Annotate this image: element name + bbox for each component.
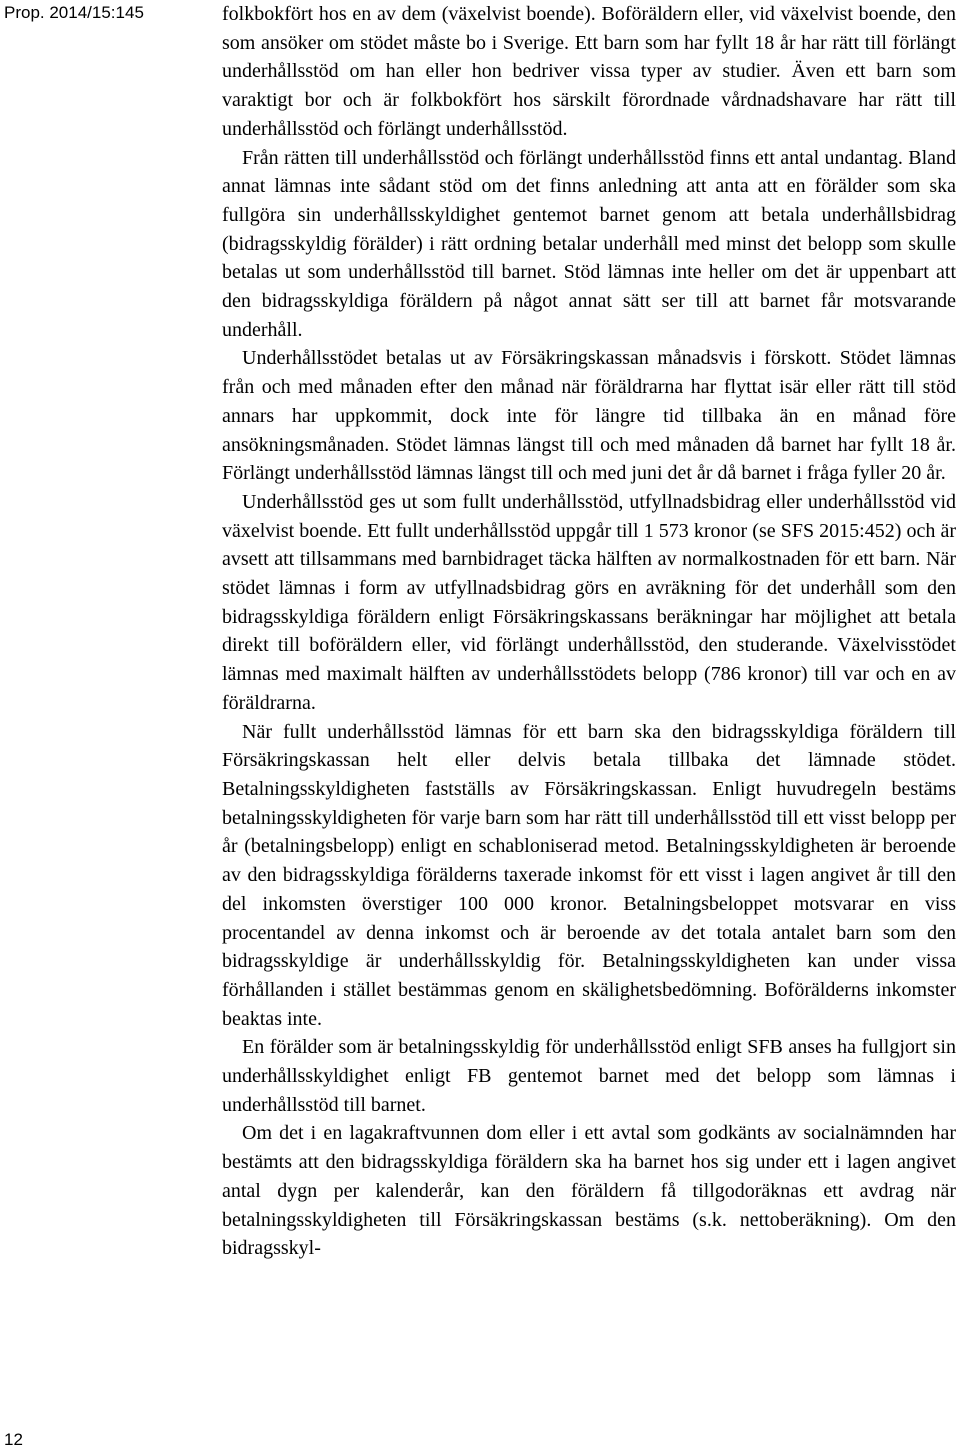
paragraph-7: Om det i en lagakraftvunnen dom eller i ett avtal som godkänts av socialnämnden har bestämts att den bidragsskyldiga föräldern ska ha barnet hos sig under ett i lagen angivet antal dygn per kalenderår, kan den föräldern få tillgodoräknas ett avdrag när betalningsskyldigheten till Försäkringskassan bestäms (s.k. nettoberäkning). Om den bidragsskyl-: [222, 1122, 956, 1260]
paragraph-5: När fullt underhållsstöd lämnas för ett barn ska den bidragsskyldiga föräldern till Försäkringskassan helt eller delvis betala tillbaka det lämnade stödet. Betalningsskyldigheten fastställs av Försäkringskassan. Enligt huvudregeln bestäms betalningsskyldigheten för varje barn som har rätt till underhållsstöd till ett visst belopp per år (betalningsbelopp) enligt en schabloniserad metod. Betalningsskyldigheten är beroende av den bidragsskyldiga förälderns taxerade inkomst för ett visst i lagen angivet år till den del inkomsten överstiger 100 000 kronor. Betalningsbeloppet motsvarar en viss procentandel av denna inkomst och är beroende av det totala antalet barn som den bidragsskyldige är underhållsskyldig för. Betalningsskyldigheten kan under vissa förhållanden i stället bestämmas genom en skälighetsbedömning. Boförälderns inkomster beaktas inte.: [222, 720, 956, 1030]
paragraph-1: folkbokfört hos en av dem (växelvist boende). Boföräldern eller, vid växelvist boende, den som ansöker om stödet måste bo i Sverige. Ett barn som har fyllt 18 år har rätt till förlängt underhållsstöd om han eller hon bedriver vissa typer av studier. Även ett barn som varaktigt bor och är folkbokfört hos särskilt förordnade vårdnadshavare har rätt till underhållsstöd och förlängt underhållsstöd.: [222, 3, 956, 140]
proposition-reference: Prop. 2014/15:145: [4, 3, 144, 22]
paragraph-3: Underhållsstödet betalas ut av Försäkringskassan månadsvis i förskott. Stödet lämnas från och med månaden efter den månad när föräldrarna har flyttat isär eller rätt till stöd annars har uppkommit, dock inte för längre tid tillbaka än en månad före ansökningsmånaden. Stödet lämnas längst till och med månaden då barnet har fyllt 18 år. Förlängt underhållsstöd lämnas längst till och med juni det år då barnet i fråga fyller 20 år.: [222, 347, 956, 485]
paragraph-4: Underhållsstöd ges ut som fullt underhållsstöd, utfyllnadsbidrag eller underhållsstöd vid växelvist boende. Ett fullt underhållsstöd uppgår till 1 573 kronor (se SFS 2015:452) och är avsett att tillsammans med barnbidraget täcka hälften av normalkostnaden för ett barn. När stödet lämnas i form av utfyllnadsbidrag görs en avräkning för det underhåll som den bidragsskyldiga föräldern enligt Försäkringskassans beräkningar har möjlighet att betala direkt till boföräldern eller, vid förlängt underhållsstöd, den studerande. Växelvisstödet lämnas med maximalt hälften av underhållsstödets belopp (786 kronor) till var och en av föräldrarna.: [222, 490, 956, 714]
paragraph-6: En förälder som är betalningsskyldig för underhållsstöd enligt SFB anses ha fullgjort sin underhållsskyldighet enligt FB gentemot barnet med det belopp som lämnas i underhållsstöd till barnet.: [222, 1036, 956, 1116]
paragraph-2: Från rätten till underhållsstöd och förlängt underhållsstöd finns ett antal undantag. Bland annat lämnas inte sådant stöd om det finns anledning att anta att en förälder som ska fullgöra sin underhållsskyldighet gentemot barnet genom att betala underhållsbidrag (bidragsskyldig förälder) i rätt ordning betalar underhåll med minst det belopp som skulle betalas ut som underhållsstöd till barnet. Stöd lämnas inte heller om det är uppenbart att den bidragsskyldiga föräldern på något annat sätt ser till att barnet får motsvarande underhåll.: [222, 146, 956, 341]
page-number: 12: [4, 1430, 23, 1449]
document-body: [222, 0, 956, 1263]
